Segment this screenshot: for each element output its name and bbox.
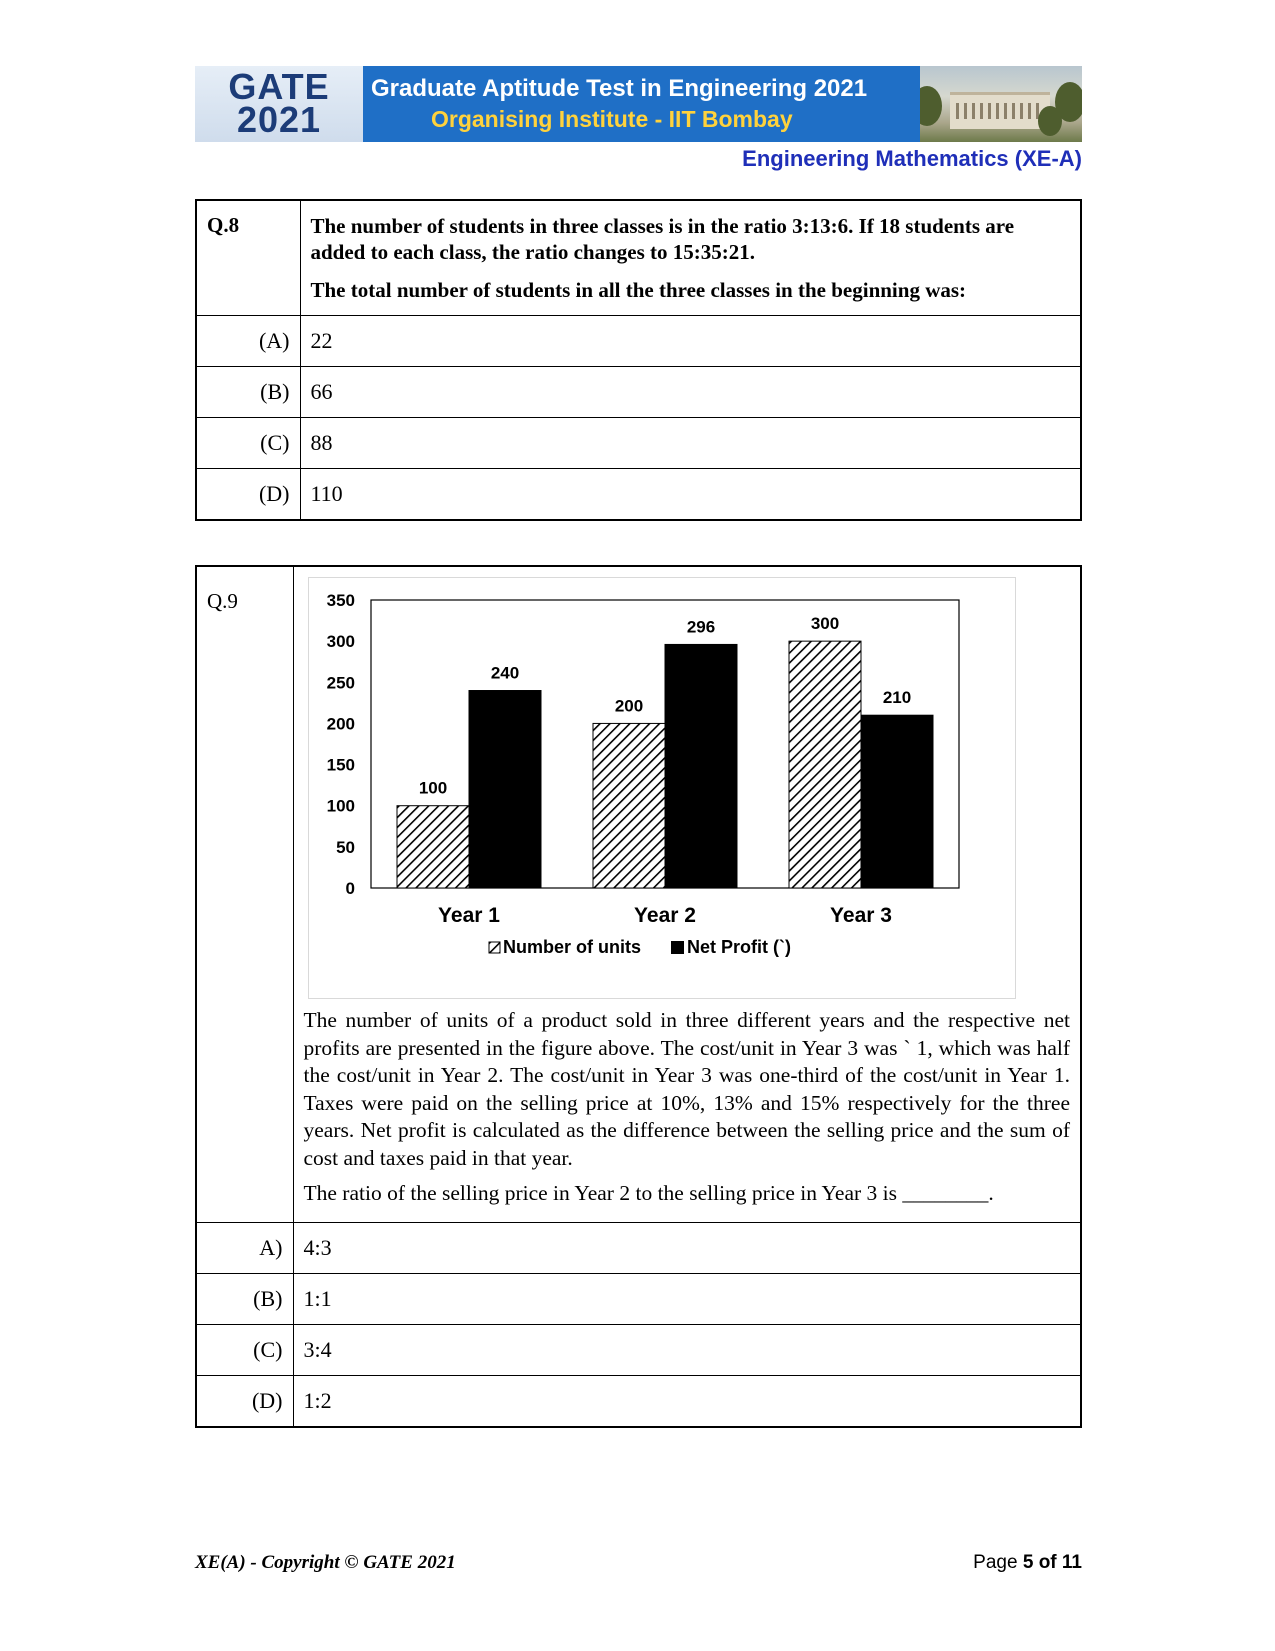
x-tick-label: Year 1 xyxy=(437,904,500,927)
option-row[interactable] xyxy=(196,468,1081,520)
x-tick-label: Year 3 xyxy=(829,904,892,927)
legend-label-units: Number of units xyxy=(502,937,641,957)
option-value: 22 xyxy=(300,315,1081,366)
data-label: 100 xyxy=(418,778,447,798)
option-value: 88 xyxy=(300,417,1081,468)
option-row[interactable] xyxy=(196,417,1081,468)
option-row[interactable] xyxy=(196,1222,1081,1273)
x-tick-label: Year 2 xyxy=(633,904,696,927)
question-prompt: The ratio of the selling price in Year 2 to the selling price in Year 3 is ________. xyxy=(303,1181,994,1205)
option-row[interactable] xyxy=(196,366,1081,417)
legend-swatch-profit xyxy=(671,941,684,954)
institute-building-photo xyxy=(920,66,1082,142)
question-9-table xyxy=(195,565,1082,1428)
option-label: (D) xyxy=(196,468,300,520)
organising-institute: Organising Institute - IIT Bombay xyxy=(431,106,793,132)
option-value: 1:1 xyxy=(293,1273,1081,1324)
data-label: 210 xyxy=(882,688,911,708)
banner-title-area xyxy=(363,66,920,142)
units-bar xyxy=(397,806,469,888)
question-number: Q.9 xyxy=(196,566,293,1222)
option-row[interactable] xyxy=(196,1273,1081,1324)
page-current: 5 xyxy=(1022,1552,1034,1573)
y-tick-label: 250 xyxy=(326,673,355,693)
question-text xyxy=(300,200,1081,315)
option-label: (B) xyxy=(196,1273,293,1324)
units-bar xyxy=(789,641,861,888)
data-label: 200 xyxy=(614,696,643,716)
copyright-footer: XE(A) - Copyright © GATE 2021 xyxy=(195,1552,456,1573)
page-of: of xyxy=(1038,1552,1057,1573)
logo-year: 2021 xyxy=(236,99,322,140)
option-value: 66 xyxy=(300,366,1081,417)
y-tick-label: 300 xyxy=(326,632,355,652)
option-label: (B) xyxy=(196,366,300,417)
option-value: 110 xyxy=(300,468,1081,520)
legend-swatch-units xyxy=(489,942,500,953)
option-label: (D) xyxy=(196,1375,293,1427)
question-body xyxy=(293,566,1081,1222)
header-banner xyxy=(195,66,1082,142)
logo-word: GATE xyxy=(228,66,330,107)
data-label: 240 xyxy=(490,663,519,683)
option-label: (C) xyxy=(196,1324,293,1375)
question-stem: The number of students in three classes is in the ratio 3:13:6. If 18 students are added to each class, the ratio changes to 15:35:21. xyxy=(310,214,1015,264)
page-word: Page xyxy=(973,1552,1018,1573)
y-tick-label: 0 xyxy=(345,879,355,898)
data-label: 300 xyxy=(810,614,839,634)
subject-title: Engineering Mathematics (XE-A) xyxy=(742,146,1082,171)
exam-title: Graduate Aptitude Test in Engineering 2021 xyxy=(371,75,868,102)
question-number: Q.8 xyxy=(196,200,300,315)
option-row[interactable] xyxy=(196,1324,1081,1375)
y-tick-label: 350 xyxy=(326,591,355,610)
option-label: (C) xyxy=(196,417,300,468)
y-tick-label: 50 xyxy=(335,837,355,857)
page-total: 11 xyxy=(1061,1552,1082,1573)
bar-chart xyxy=(308,577,1016,999)
option-value: 3:4 xyxy=(293,1324,1081,1375)
legend-label-profit: Net Profit (`) xyxy=(686,937,791,957)
y-tick-label: 200 xyxy=(326,714,355,734)
question-prompt: The total number of students in all the three classes in the beginning was: xyxy=(310,278,967,302)
option-value: 4:3 xyxy=(293,1222,1081,1273)
bar-chart-svg xyxy=(309,578,1015,998)
option-row[interactable] xyxy=(196,1375,1081,1427)
y-tick-label: 100 xyxy=(326,796,355,816)
y-tick-label: 150 xyxy=(326,755,355,775)
question-8-table xyxy=(195,199,1082,521)
page-number xyxy=(973,1552,1082,1574)
option-row[interactable] xyxy=(196,315,1081,366)
question-text xyxy=(294,1007,1081,1222)
question-stem: The number of units of a product sold in three different years and the respective net profits are presented in the figure above. The cost/unit in Year 3 was ` 1, which was half the cost/unit in Year 2. The cost/unit in Year 3 was one-third of the cost/unit in Year 1. Taxes were paid on the selling price at 10%, 13% and 15% respectively for the three years. Net profit is calculated as the difference between the selling price and the sum of cost and taxes paid in that year. xyxy=(303,1008,1070,1170)
data-label: 296 xyxy=(686,617,715,637)
profit-bar xyxy=(469,691,541,888)
profit-bar xyxy=(665,644,737,888)
option-value: 1:2 xyxy=(293,1375,1081,1427)
gate-logo xyxy=(195,66,363,142)
option-label: A) xyxy=(196,1222,293,1273)
profit-bar xyxy=(861,715,933,888)
option-label: (A) xyxy=(196,315,300,366)
units-bar xyxy=(593,723,665,888)
